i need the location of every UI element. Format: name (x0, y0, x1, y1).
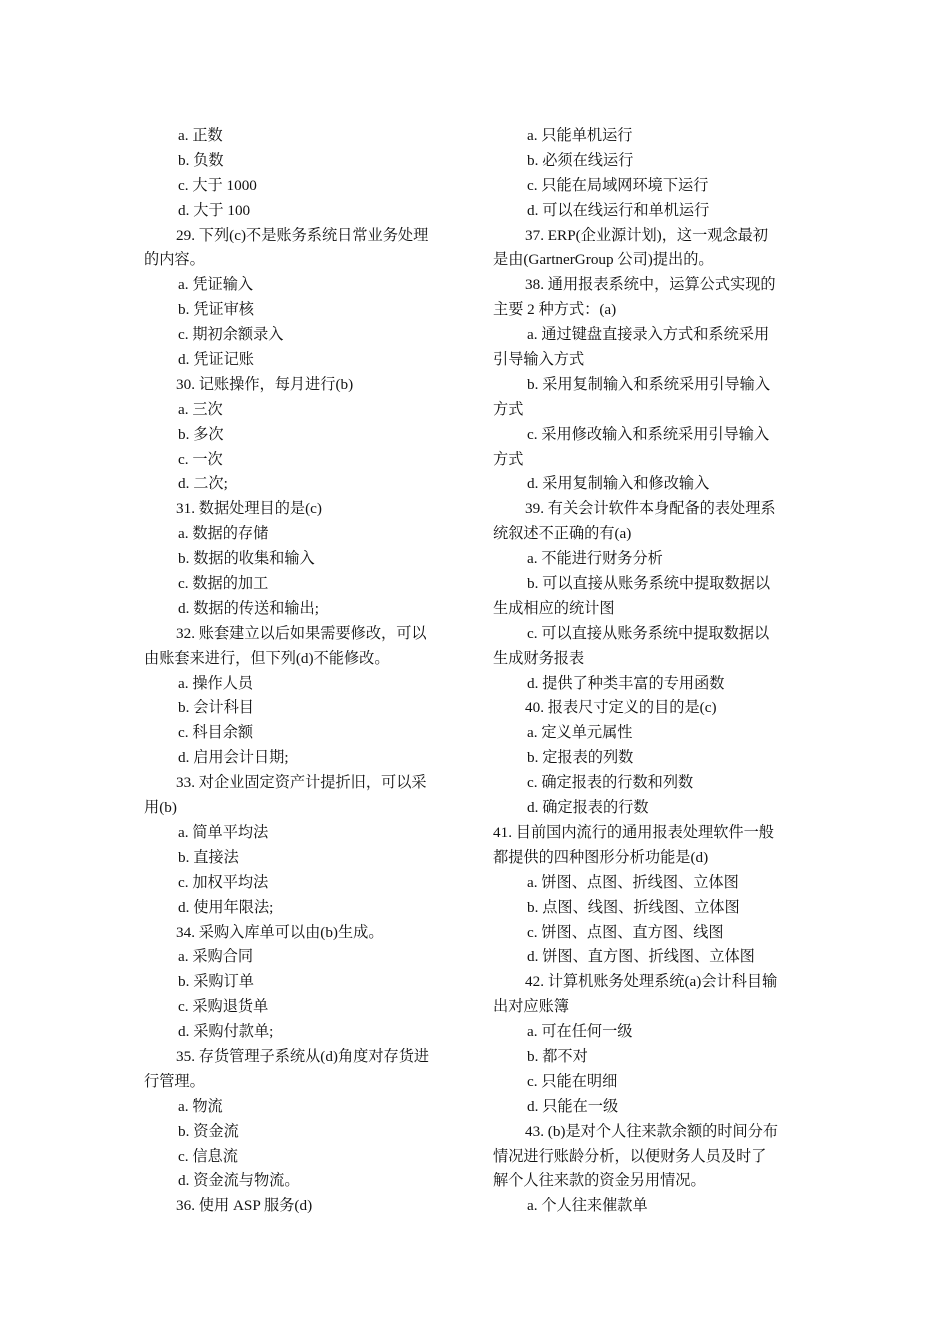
option-line: d. 饼图、直方图、折线图、立体图 (527, 948, 755, 966)
option-line: a. 只能单机运行 (527, 127, 633, 144)
option-line: b. 采购订单 (178, 973, 254, 991)
option-line: d. 可以在线运行和单机运行 (527, 201, 710, 219)
option-line: d. 采用复制输入和修改输入 (527, 475, 710, 493)
option-line: c. 大于 1000 (178, 176, 257, 194)
option-line: a. 采购合同 (178, 948, 254, 966)
option-line: b. 负数 (178, 151, 224, 169)
option-line: a. 不能进行财务分析 (527, 550, 663, 568)
option-line: a. 数据的存储 (178, 525, 269, 543)
continuation-line: 生成相应的统计图 (493, 599, 615, 617)
option-line: d. 提供了种类丰富的专用函数 (527, 674, 725, 692)
option-line: c. 期初余额录入 (178, 326, 284, 344)
continuation-line: 方式 (493, 400, 524, 418)
option-line: c. 数据的加工 (178, 575, 269, 593)
question-line: 31. 数据处理目的是(c) (176, 500, 322, 518)
continuation-line: 由账套来进行，但下列(d)不能修改。 (144, 649, 390, 667)
option-line: c. 采购退货单 (178, 998, 269, 1016)
continuation-line: 解个人往来款的资金另用情况。 (493, 1172, 706, 1190)
option-line: b. 资金流 (178, 1122, 239, 1140)
option-line: b. 可以直接从账务系统中提取数据以 (527, 575, 770, 593)
option-line: b. 采用复制输入和系统采用引导输入 (527, 375, 770, 393)
option-line: d. 启用会计日期; (178, 749, 289, 767)
option-line: c. 科目余额 (178, 724, 254, 742)
option-line: c. 确定报表的行数和列数 (527, 774, 694, 792)
continuation-line: 引导输入方式 (493, 351, 585, 369)
option-line: c. 可以直接从账务系统中提取数据以 (527, 624, 770, 642)
continuation-line: 是由(GartnerGroup 公司)提出的。 (493, 251, 714, 269)
option-line: a. 正数 (178, 127, 223, 144)
option-line: b. 必须在线运行 (527, 151, 634, 169)
question-line: 34. 采购入库单可以由(b)生成。 (176, 923, 384, 941)
option-line: b. 都不对 (527, 1047, 588, 1065)
option-line: c. 加权平均法 (178, 873, 269, 891)
option-line: a. 操作人员 (178, 674, 254, 692)
option-line: d. 只能在一级 (527, 1097, 619, 1115)
continuation-line: 统叙述不正确的有(a) (493, 525, 632, 543)
option-line: c. 一次 (178, 450, 223, 468)
option-line: a. 饼图、点图、折线图、立体图 (527, 873, 739, 891)
option-line: b. 会计科目 (178, 699, 254, 717)
question-line: 29. 下列(c)不是账务系统日常业务处理 (176, 226, 429, 244)
option-line: c. 只能在局域网环境下运行 (527, 176, 709, 194)
question-line: 42. 计算机账务处理系统(a)会计科目输 (525, 973, 778, 991)
continuation-line: 用(b) (144, 799, 177, 817)
option-line: a. 个人往来催款单 (527, 1197, 648, 1215)
option-line: d. 确定报表的行数 (527, 799, 649, 817)
option-line: c. 饼图、点图、直方图、线图 (527, 923, 724, 941)
option-line: a. 通过键盘直接录入方式和系统采用 (527, 326, 770, 344)
option-line: c. 采用修改输入和系统采用引导输入 (527, 425, 770, 443)
option-line: b. 定报表的列数 (527, 749, 634, 767)
left-column (144, 124, 460, 1219)
question-line: 33. 对企业固定资产计提折旧，可以采 (176, 774, 427, 792)
option-line: d. 资金流与物流。 (178, 1172, 300, 1190)
continuation-line: 情况进行账龄分析，以便财务人员及时了 (493, 1147, 767, 1165)
option-line: c. 只能在明细 (527, 1072, 618, 1090)
option-line: a. 简单平均法 (178, 823, 269, 841)
question-line: 41. 目前国内流行的通用报表处理软件一般 (493, 823, 774, 841)
continuation-line: 的内容。 (144, 251, 205, 269)
option-line: d. 凭证记账 (178, 351, 254, 369)
question-line: 36. 使用 ASP 服务(d) (176, 1197, 313, 1215)
option-line: a. 凭证输入 (178, 276, 254, 294)
continuation-line: 生成财务报表 (493, 649, 585, 667)
continuation-line: 出对应账簿 (493, 998, 569, 1016)
option-line: a. 可在任何一级 (527, 1023, 633, 1041)
right-column (493, 124, 809, 1219)
option-line: b. 点图、线图、折线图、立体图 (527, 898, 740, 916)
option-line: d. 大于 100 (178, 201, 251, 219)
question-line: 39. 有关会计软件本身配备的表处理系 (525, 500, 776, 518)
option-line: a. 三次 (178, 400, 223, 418)
continuation-line: 都提供的四种图形分析功能是(d) (493, 848, 709, 866)
continuation-line: 方式 (493, 450, 524, 468)
option-line: d. 使用年限法; (178, 898, 274, 916)
option-line: c. 信息流 (178, 1147, 238, 1165)
question-line: 37. ERP(企业源计划)，这一观念最初 (525, 226, 768, 244)
option-line: d. 数据的传送和输出; (178, 599, 319, 617)
question-line: 35. 存货管理子系统从(d)角度对存货进 (176, 1047, 430, 1065)
continuation-line: 行管理。 (144, 1072, 205, 1090)
option-line: b. 凭证审核 (178, 301, 254, 319)
question-line: 40. 报表尺寸定义的目的是(c) (525, 699, 717, 717)
question-line: 30. 记账操作，每月进行(b) (176, 375, 354, 393)
option-line: b. 数据的收集和输入 (178, 550, 315, 568)
continuation-line: 主要 2 种方式：(a) (493, 301, 617, 319)
option-line: d. 二次; (178, 475, 228, 493)
option-line: b. 多次 (178, 425, 224, 443)
question-line: 32. 账套建立以后如果需要修改，可以 (176, 624, 427, 642)
option-line: a. 定义单元属性 (527, 724, 633, 742)
option-line: b. 直接法 (178, 848, 239, 866)
question-line: 43. (b)是对个人往来款余额的时间分布 (525, 1122, 779, 1140)
option-line: a. 物流 (178, 1097, 223, 1115)
option-line: d. 采购付款单; (178, 1023, 274, 1041)
question-line: 38. 通用报表系统中，运算公式实现的 (525, 276, 776, 294)
